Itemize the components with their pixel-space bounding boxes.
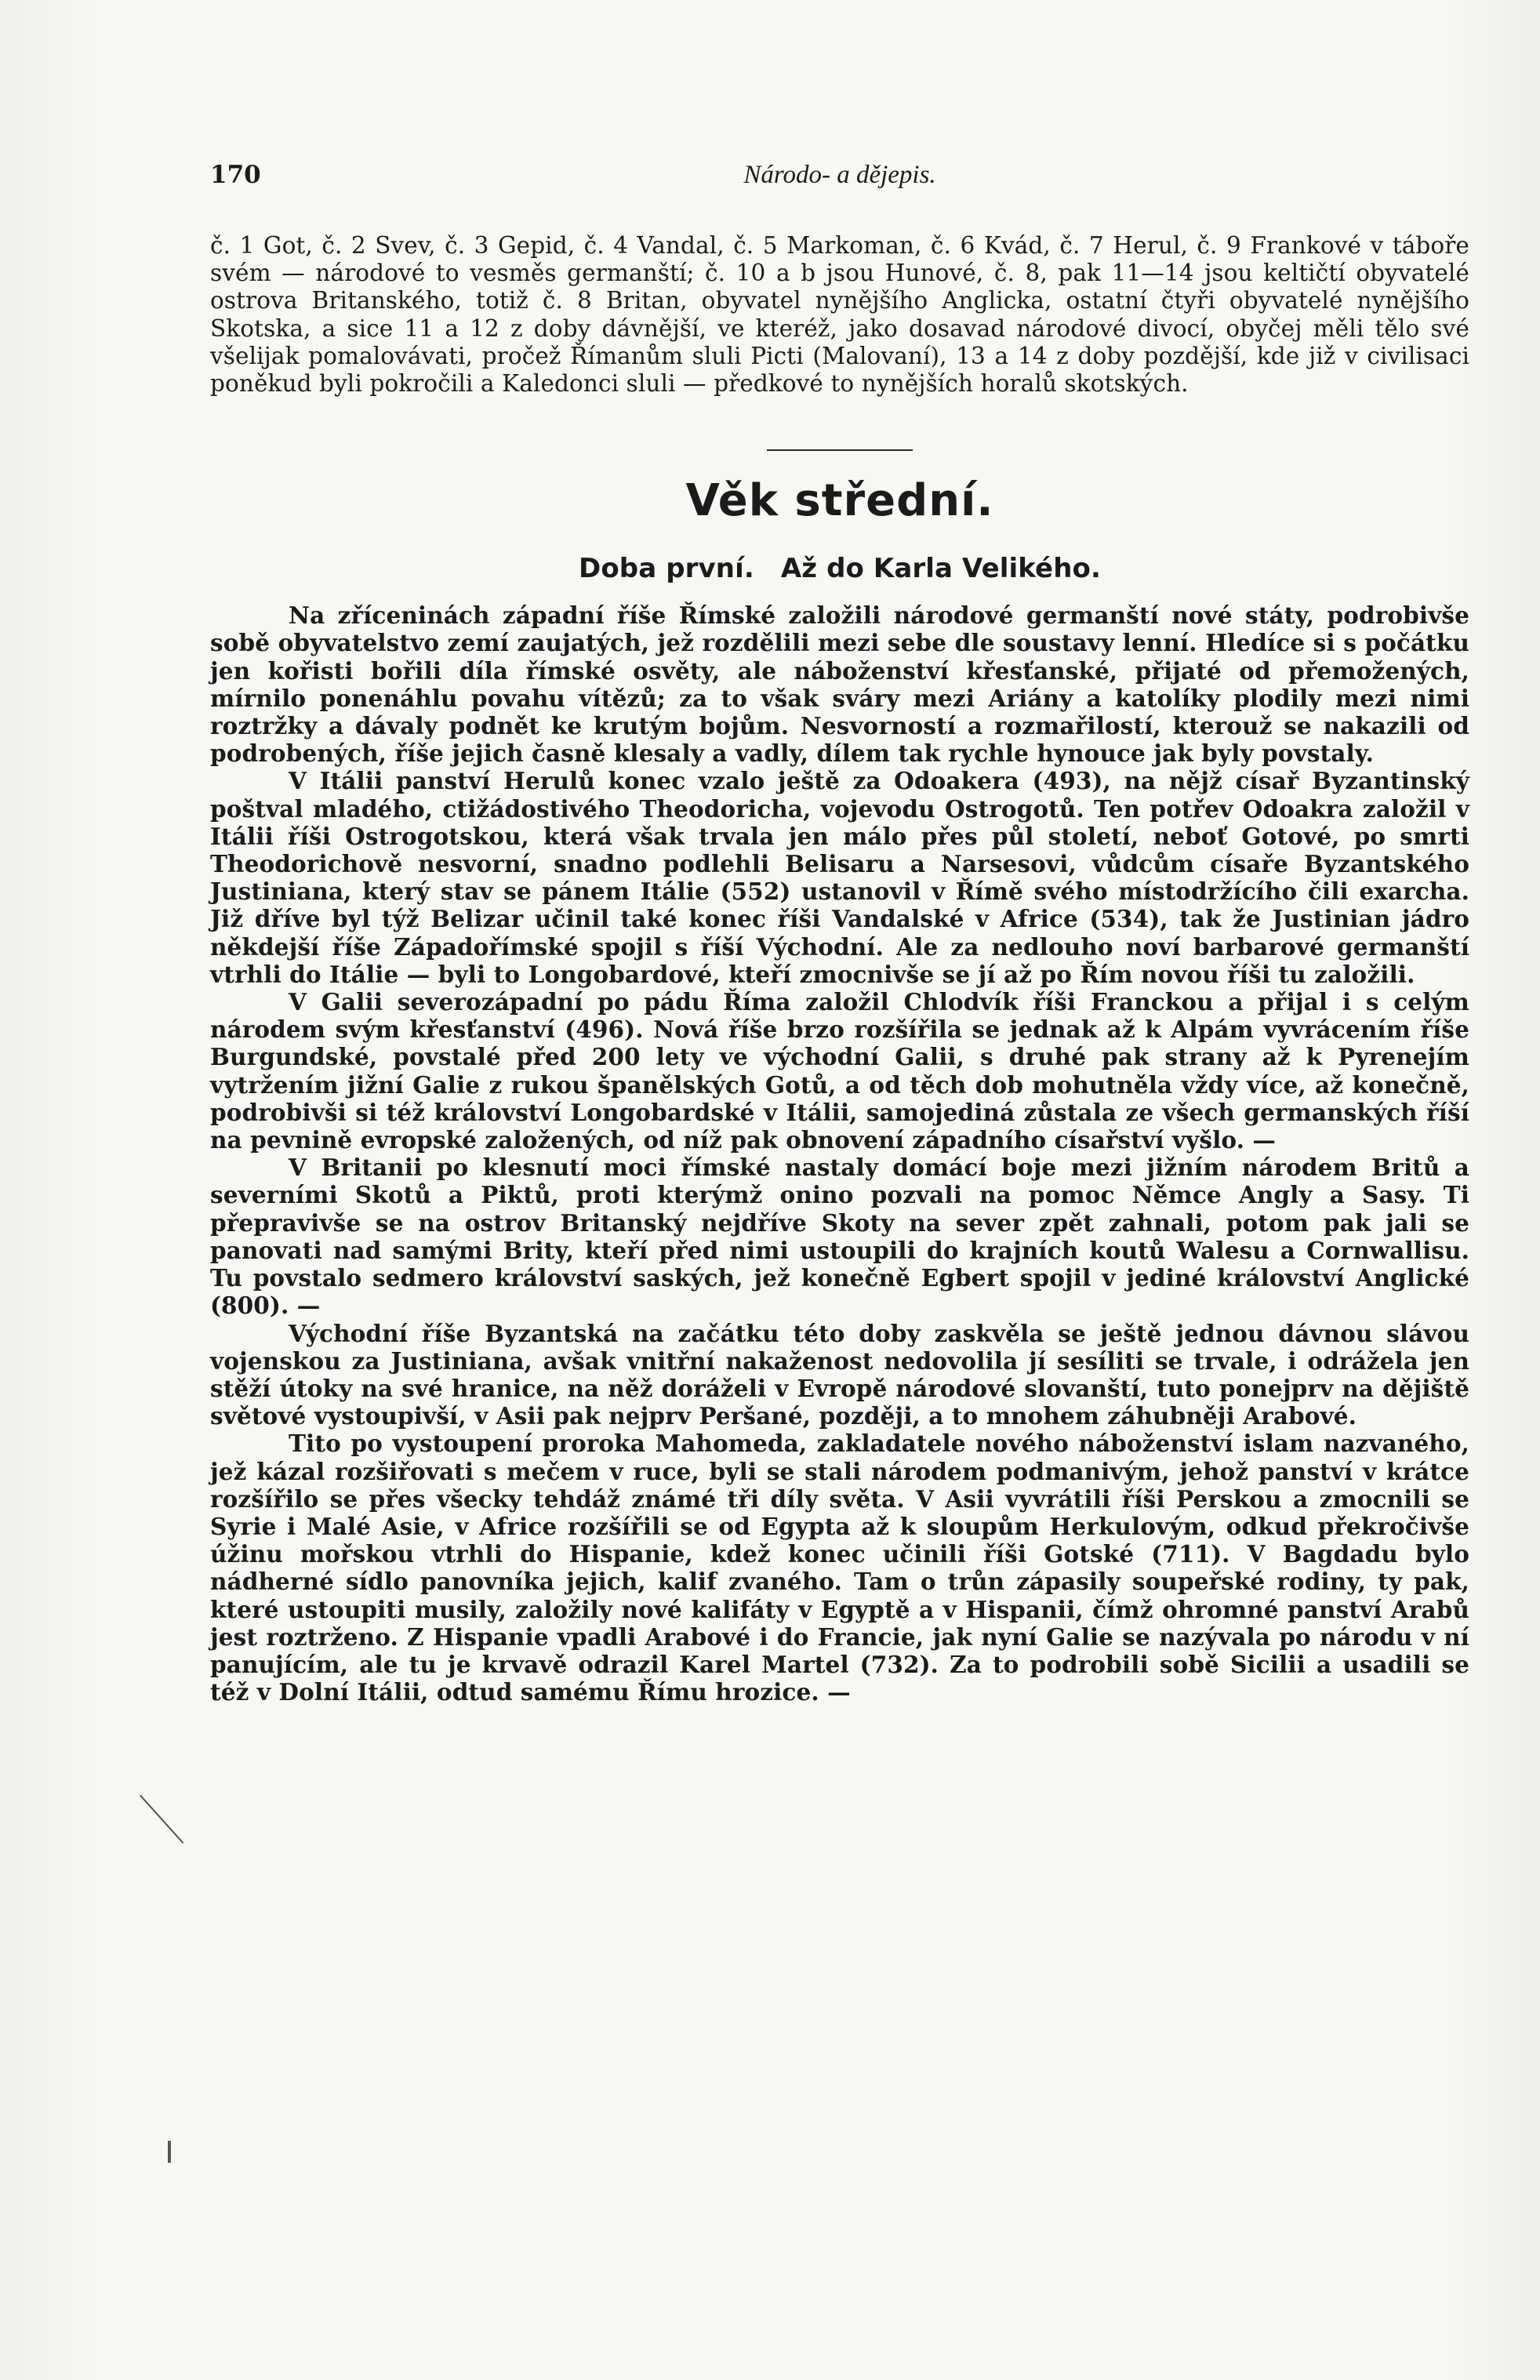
body-text	[210, 601, 1469, 1706]
figure-caption-note: č. 1 Got, č. 2 Svev, č. 3 Gepid, č. 4 Vandal, č. 5 Markoman, č. 6 Kvád, č. 7 Herul, č. 9 Frankové v táboře svém — národové to vesměs germanští; č. 10 a b jsou Hunové, č. 8, pak 11—14 jsou keltičtí obyvatelé ostrova Britanského, totiž č. 8 Britan, obyvatel nynějšího Anglicka, ostatní čtyři obyvatelé nynějšího Skotska, a sice 11 a 12 z doby dávnější, ve kteréž, jako dosavad národové divocí, obyčej měli tělo své všelijak pomalovávati, pročež Římanům sluli Picti (Malovaní), 13 a 14 z doby pozdější, kde již v civilisaci poněkud byli pokročili a Kaledonci sluli — předkové to nynějších horalů skotských.	[210, 232, 1469, 398]
margin-pencil-stroke	[140, 1795, 183, 1844]
running-head: Národo- a dějepis.	[743, 161, 936, 189]
page-text	[210, 232, 1469, 1706]
paragraph-gaul: V Galii severozápadní po pádu Říma založil Chlodvík říši Franckou a přijal i s celým národem svým křesťanství (496). Nová říše brzo rozšířila se jednak až k Alpám vyvrácením říše Burgundské, povstalé před 200 lety ve východní Galii, s druhé pak strany až k Pyrenejím vytržením jižní Galie z rukou španělských Gotů, a od těch dob mohutněla vždy více, až konečně, podrobivši si též království Longobardské v Itálii, samojediná zůstala ze všech germanských říší na pevnině evropské založených, od níž pak obnovení západního císařství vyšlo. —	[210, 988, 1469, 1154]
paragraph-germanic-states: Na zříceninách západní říše Římské založili národové germanští nové státy, podrobivše sobě obyvatelstvo zemí zaujatých, jež rozdělili mezi sebe dle soustavy lenní. Hledíce si s počátku jen kořisti bořili díla římské osvěty, ale náboženství křesťanské, přijaté od přemožených, mírnilo ponenáhlu povahu vítězů; za to však sváry mezi Ariány a katolíky plodily mezi nimi roztržky a dávaly podnět ke krutým bojům. Nesvorností a rozmařilostí, kterouž se nakazili od podrobených, říše jejich časně klesaly a vadly, dílem tak rychle hynouce jak byly povstaly.	[210, 601, 1469, 768]
paragraph-italy: V Itálii panství Herulů konec vzalo ještě za Odoakera (493), na nějž císař Byzantinský poštval mladého, ctižádostivého Theodoricha, vojevodu Ostrogotů. Ten potřev Odoakra založil v Itálii říši Ostrogotskou, která však trvala jen málo přes půl století, neboť Gotové, po smrti Theodorichově nesvorní, snadno podlehli Belisaru a Narsesovi, vůdcům císaře Byzantského Justiniana, který stav se pánem Itálie (552) ustanovil v Římě svého místodržícího čili exarcha. Již dříve byl týž Belizar učinil také konec říši Vandalské v Africe (534), tak že Justinian jádro někdejší říše Západořímské spojil s říší Východní. Ale za nedlouho noví barbarové germanští vtrhli do Itálie — byli to Longobardové, kteří zmocnivše se jí až po Řím novou říši tu založili.	[210, 767, 1469, 988]
paragraph-arabs: Tito po vystoupení proroka Mahomeda, zakladatele nového náboženství islam nazvaného, jež kázal rozšiřovati s mečem v ruce, byli se stali národem podmanivým, jehož panství v krátce rozšířilo se přes všecky tehdáž známé tři díly světa. V Asii vyvrátili říši Perskou a zmocnili se Syrie i Malé Asie, v Africe rozšířili se od Egypta až k sloupům Herkulovým, odkud překročivše úžinu mořskou vtrhli do Hispanie, kdež konec učinili říši Gotské (711). V Bagdadu bylo nádherné sídlo panovníka jejich, kalif zvaného. Tam o trůn zápasily soupeřské rodiny, ty pak, které ustoupiti musily, založily nové kalifáty v Egyptě a v Hispanii, čímž ohromné panství Arabů jest roztrženo. Z Hispanie vpadli Arabové i do Francie, jak nyní Galie se nazývala po národu v ní panujícím, ale tu je krvavě odrazil Karel Martel (732). Za to podrobili sobě Sicilii a usadili se též v Dolní Itálii, odtud samému Římu hrozice. —	[210, 1430, 1469, 1706]
paragraph-britain: V Britanii po klesnutí moci římské nastaly domácí boje mezi jižním národem Britů a severními Skotů a Piktů, proti kterýmž onino pozvali na pomoc Němce Angly a Sasy. Ti přepravivše se na ostrov Britanský nejdříve Skoty na sever zpět zahnali, potom pak jali se panovati nad samými Brity, kteří před nimi ustoupili do krajních koutů Walesu a Cornwallisu. Tu povstalo sedmero království saských, jež konečně Egbert spojil v jediné království Anglické (800). —	[210, 1154, 1469, 1320]
subtitle-range: Až do Karla Velikého.	[780, 553, 1101, 585]
page-header	[210, 161, 1469, 200]
subtitle-period: Doba první.	[579, 553, 754, 585]
section-title: Věk střední.	[685, 475, 994, 527]
margin-dot-mark	[168, 2141, 171, 2163]
paragraph-byzantium: Východní říše Byzantská na začátku této doby zaskvěla se ještě jednou dávnou slávou vojenskou za Justiniana, avšak vnitřní nakaženost nedovolila jí sesíliti se trvale, i odrážela jen stěží útoky na své hranice, na něž doráželi v Evropě národové slovanští, tuto ponejprv na dějiště světové vystoupivší, v Asii pak nejprv Peršané, později, a to mnohem záhubněji Arabové.	[210, 1319, 1469, 1430]
page-number: 170	[210, 161, 261, 189]
section-subtitle	[210, 553, 1469, 584]
section-separator-rule	[767, 449, 913, 451]
